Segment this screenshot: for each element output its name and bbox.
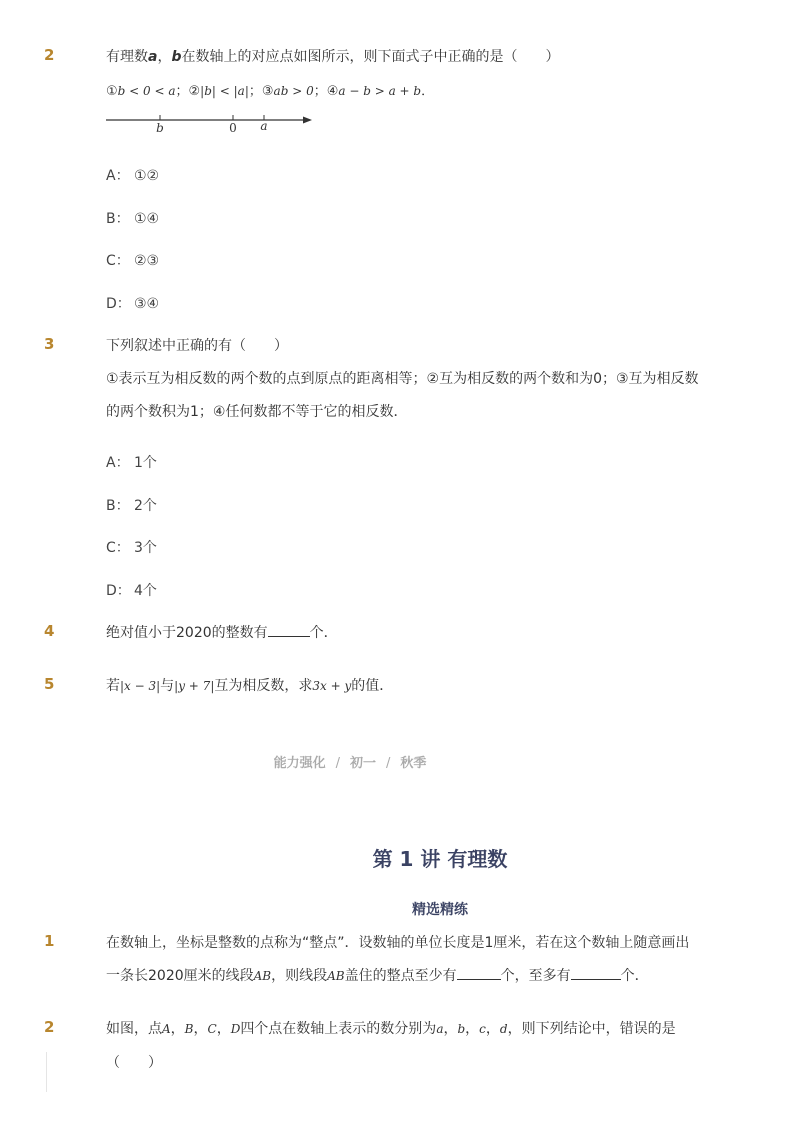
stem-text: 与 [160,678,175,694]
math-expression: ab > 0 [273,84,314,98]
footer-separator: / [335,756,340,771]
option-text: 3个 [134,540,157,556]
number-line-figure [104,108,324,138]
option-text: 1个 [134,455,157,471]
stem-text: 在数轴上的对应点如图所示，则下面式子中正确的是（ ） [181,49,560,65]
option-text: ③④ [134,296,160,312]
question-number: 1 [44,932,55,950]
footer-grade: 初一 [349,756,376,771]
question-number: 5 [44,675,55,693]
option-text: 4个 [134,583,157,599]
variable-b: b [171,49,182,65]
segment-label: AB [327,969,345,983]
option-b[interactable] [106,495,157,515]
circle-mark: ④ [326,84,339,99]
question-body-line: 在数轴上，坐标是整数的点称为“整点”．设数轴的单位长度是1厘米，若在这个数轴上随意画出 [106,935,690,951]
stem-text: 互为相反数，求 [214,678,313,694]
option-text: ②③ [134,253,160,269]
variable-a: a [148,49,158,65]
label-a: a [260,119,268,133]
circle-mark: ① [106,84,118,99]
separator: ； [313,84,327,99]
answer-blank[interactable] [268,623,310,637]
value-label: d [499,1022,508,1036]
option-label: C： [106,540,130,556]
stem-text: 盖住的整点至少有 [344,968,457,984]
question-body-line: 的两个数积为1；④任何数都不等于它的相反数． [106,404,408,420]
label-zero: 0 [229,121,237,135]
option-text: ①④ [134,211,160,227]
stem-text: 绝对值小于2020的整数有 [106,625,268,641]
answer-blank[interactable] [571,966,621,980]
stem-text: ，则线段 [271,968,328,984]
stem-text: ，则下列结论中，错误的是 [507,1021,676,1037]
stem-text: 一条长2020厘米的线段 [106,968,254,984]
point-label: B [184,1022,194,1036]
point-label: A [162,1022,171,1036]
stem-text: ， [157,49,172,65]
footer-season: 秋季 [400,756,427,771]
circle-mark: ② [188,84,201,99]
question-body-line [106,965,649,985]
option-c[interactable] [106,537,157,557]
option-a[interactable] [106,165,159,185]
question-stem: 下列叙述中正确的有（ ） [106,338,288,354]
point-label: C [207,1022,217,1036]
point-label: D [230,1022,241,1036]
option-label: A： [106,168,130,184]
option-b[interactable] [106,208,159,228]
expression-list [106,80,434,99]
option-text: ①② [134,168,160,184]
value-label: a [436,1022,444,1036]
value-label: b [457,1022,466,1036]
stem-text: 个． [620,968,649,984]
option-a[interactable] [106,452,157,472]
option-label: B： [106,211,130,227]
stem-text: 有理数 [106,49,148,65]
math-expression: b < 0 < a [117,84,176,98]
option-label: C： [106,253,130,269]
label-b: b [156,121,164,135]
separator: ． [421,84,435,99]
question-number: 3 [44,335,55,353]
stem-text: 四个点在数轴上表示的数分别为 [240,1021,437,1037]
separator: ； [175,84,189,99]
math-expression: a − b > a + b [338,84,422,98]
option-text: 2个 [134,498,157,514]
question-number: 2 [44,1018,55,1036]
question-stem [106,622,338,642]
option-d[interactable] [106,580,157,600]
option-label: D： [106,583,131,599]
segment-label: AB [253,969,272,983]
question-body-line: ①表示互为相反数的两个数的点到原点的距离相等；②互为相反数的两个数和为0；③互为相反数 [106,371,699,387]
math-expression: |x − 3| [120,679,161,693]
section-subtitle: 精选精练 [412,902,468,918]
circle-mark: ③ [261,84,274,99]
stem-text: 若 [106,678,120,694]
axis-arrow [303,117,312,124]
answer-parentheses: （ ） [106,1055,162,1071]
option-label: D： [106,296,131,312]
math-expression: |y + 7| [174,679,215,693]
stem-text: 个，至多有 [500,968,571,984]
option-c[interactable] [106,250,159,270]
margin-rule [46,1052,47,1092]
question-number: 4 [44,622,55,640]
option-label: A： [106,455,130,471]
separator: ； [248,84,262,99]
question-number: 2 [44,46,55,64]
question-stem [106,46,559,66]
answer-blank[interactable] [457,966,501,980]
value-label: c [479,1022,486,1036]
math-expression: |b| < |a| [200,84,249,98]
question-stem: 如图，点A，B，C，D四个点在数轴上表示的数分别为a，b，c，d，则下列结论中，错误的是 [106,1021,676,1037]
footer-separator: / [386,756,391,771]
stem-text: 个． [309,625,338,641]
footer-series: 能力强化 [273,756,326,771]
stem-text: 如图，点 [106,1021,162,1037]
lesson-title: 第 1 讲 有理数 [372,847,508,871]
page-footer [0,752,700,771]
question-stem [106,675,393,695]
option-label: B： [106,498,130,514]
math-expression: 3x + y [312,679,352,693]
option-d[interactable] [106,293,159,313]
stem-text: 的值． [351,678,394,694]
